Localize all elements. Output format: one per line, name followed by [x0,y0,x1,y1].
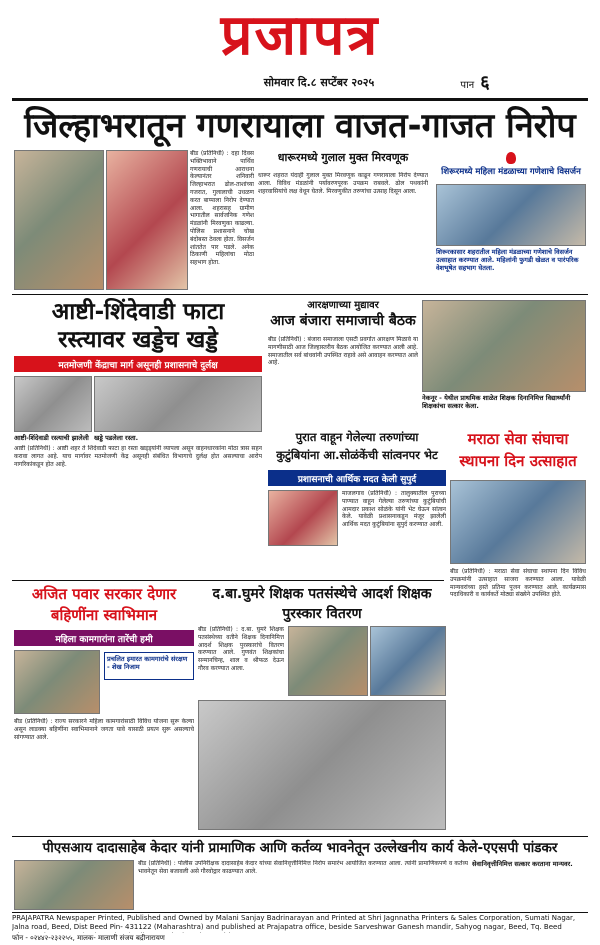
imprint-line: PRAJAPATRA Newspaper Printed, Published and Owned by Malani Sanjay Badrinarayan and Printed at Shri Jagnnatha Printers & Sales Corporation, Sumati Nagar, Jalna road, Beed, Dist Beed Pin- 431122 (Maharashtra) and published at Prajapatra office, beside Sarveshwar Ganesh mandir, Sahyog nagar, Beed, Tq. Beed [12,914,576,931]
story6-kicker: महिला कामगारांना तारेंची हमी [14,630,194,646]
story3-body: बीड (प्रतिनिधी) : बंजारा समाजाला एसटी प्रवर्गात आरक्षण मिळावे या मागणीसाठी आज जिल्हास्तरीय बैठक आयोजित करण्यात आली आहे. समाजातील सर्व बांधवांनी उपस्थित राहावे असे आवाहन करण्यात आले आहे. [268,336,418,367]
story1b-photo [436,184,586,246]
story6-inset: प्रचलित इमारत कामगारांचे संरक्षण - शेख निजाम [104,652,194,680]
story4-body: माजलगाव (प्रतिनिधी) : तालुक्यातील पुराच्या पाण्यात वाहून गेलेल्या तरुणांच्या कुटुंबियांची आमदार प्रकाश सोळंके यांनी भेट घेऊन सांत्वन केले. यावेळी प्रशासनाकडून मंजूर झालेली आर्थिक मदत कुटुंबियांना सुपुर्द करण्यात आली. [342,490,446,529]
story1-subbody: धारूर शहरात यंदाही गुलाल मुक्त मिरवणूक काढून गणरायाला निरोप देण्यात आला. विविध मंडळांनी पर्यावरणपूरक उपक्रम राबवले. ढोल पथकांनी शहरवासियांचे लक्ष वेधून घेतले. मिरवणुकीत तरुणांचा उत्साह दिसून आला. [258,172,428,195]
story4-kicker: प्रशासनाची आर्थिक मदत केली सुपुर्द [268,470,446,486]
story1b-headline: शिरूरमध्ये महिला मंडळाच्या गणेशाचे विसर्जन [441,167,581,177]
story7-headline: द.बा.घुमरे शिक्षक पतसंस्थेचे आदर्श शिक्षक पुरस्कार वितरण [212,586,432,622]
story2-body: आष्टी (प्रतिनिधी) : आष्टी शहर ते शिंदेवाडी फाटा हा रस्ता खड्ड्यांनी व्यापला असून वाहनधारकांना मोठा त्रास सहन करावा लागत आहे. याच मार्गावर मतमोजणी केंद्र असूनही संबंधित विभागाचे दुर्लक्ष होत असल्याचा आरोप नागरिकांकडून होत आहे. [14,445,262,468]
story6-photo [14,650,100,714]
masthead [0,0,600,100]
rule-1 [12,294,588,295]
story1-headline: जिल्हाभरातून गणरायाला वाजत-गाजत निरोप [24,106,576,146]
story5-photo [450,480,586,564]
story2-caption-left: आष्टी-शिंदेवाडी रस्त्याची झालेली [14,434,89,442]
newspaper-title: प्रजापत्र [220,3,380,68]
story1b-caption: शिरूरकासार शहरातील महिला मंडळाच्या गणेशाचे विसर्जन उत्साहात करण्यात आले. महिलांनी फुगडी खेळत व पारंपरिक वेशभूषेत सहभाग घेतला. [436,248,579,272]
story3-headline: आज बंजारा समाजाची बैठक [270,313,416,329]
dateline: सोमवार दि.८ सप्टेंबर २०२५ [263,76,375,89]
story1-body: बीड (प्रतिनिधी) : दहा दिवस भक्तिभावाने पार्थिव गणरायाची आराधना केल्यानंतर शनिवारी जिल्हाभरात ढोल-ताशांच्या गजरात, गुलालाची उधळण करत बाप्पाला निरोप देण्यात आला. शहरासह ग्रामीण भागातील सार्वजनिक गणेश मंडळांनी मिरवणुका काढल्या. पोलिस प्रशासनाने चोख बंदोबस्त ठेवला होता. विसर्जन शांततेत पार पडले. अनेक ठिकाणी महिलांचा मोठा सहभाग होता. [190,150,254,267]
masthead-rule [12,98,588,101]
footer-rule [12,912,588,913]
rule-3 [12,836,588,837]
story1-photo-right [106,150,188,290]
story3-kicker: आरक्षणाच्या मुद्यावर [307,300,379,311]
flame-logo [436,152,586,164]
story6-headline-line1: अजित पवार सरकार देणार [31,585,177,603]
story8-body: बीड (प्रतिनिधी) : पोलीस उपनिरीक्षक दादासाहेब केदार यांच्या सेवानिवृत्तीनिमित्त निरोप समारंभ आयोजित करण्यात आला. त्यांनी प्रामाणिकपणे व कर्तव्य भावनेतून सेवा बजावली असे गौरवोद्गार काढण्यात आले. [138,860,468,875]
story7-photo-2 [370,626,446,696]
story2-kicker: मतमोजणी केंद्राचा मार्ग असूनही प्रशासनाचे दुर्लक्ष [14,356,262,372]
story2-headline-line1: आष्टी-शिंदेवाडी फाटा [51,299,225,325]
story7-photo-3 [198,700,446,830]
story2-photo-right [94,376,262,432]
story6-headline [14,584,194,628]
story5-headline [450,428,586,476]
story8-photo [14,860,134,910]
story4-headline-line1: पुरात वाहून गेलेल्या तरुणांच्या [295,430,419,444]
story1-subhead: धारूरमध्ये गुलाल मुक्त मिरवणूक [277,151,409,164]
story4-photo [268,490,338,546]
story3-caption: नेकनूर - येथील प्राथमिक शाळेत शिक्षक दिनानिमित्त विद्यार्थ्यांनी शिक्षकांचा सत्कार केला. [422,394,571,410]
story7-body: बीड (प्रतिनिधी) : द.बा. घुमरे शिक्षक पतसंस्थेच्या वतीने शिक्षक दिनानिमित्त आदर्श शिक्षक पुरस्कारांचे वितरण करण्यात आले. गुणवंत शिक्षकांचा सन्मानचिन्ह, शाल व श्रीफळ देऊन गौरव करण्यात आला. [198,626,284,672]
story3-photo [422,300,586,392]
story2-headline-line2: रस्त्यावर खड्डेच खड्डे [58,327,218,353]
page-label: पान [460,80,475,91]
story8-headline: पीएसआय दादासाहेब केदार यांनी प्रामाणिक आणि कर्तव्य भावनेतून उल्लेखनीय कार्य केले-एएसपी पांडकर [42,840,558,856]
story8-caption: सेवानिवृत्तीनिमित्त सत्कार करताना मान्यवर. [472,860,573,868]
page-number: ६ [480,72,490,93]
rule-2 [12,580,444,581]
story5-headline-line2: स्थापना दिन उत्साहात [459,452,577,470]
story2-headline [14,298,262,354]
story2-photo-left [14,376,92,432]
story7-photo-1 [288,626,368,696]
story6-body: बीड (प्रतिनिधी) : राज्य सरकारने महिला कामगारांसाठी विविध योजना सुरू केल्या असून लाडक्या बहिणींना स्वाभिमानाने जगता यावे यासाठी प्रयत्न सुरू असल्याचे सांगण्यात आले. [14,718,194,741]
imprint-contact: फोन - ०२४४२-२३२२५५, मालक- मालाणी संजय बद्रीनारायण [12,934,165,942]
story4-headline-line2: कुटुंबियांना आ.सोळंकेंची सांत्वनपर भेट [276,448,438,462]
page-number-box [440,72,510,94]
story5-body: बीड (प्रतिनिधी) : मराठा सेवा संघाचा स्थापना दिन विविध उपक्रमांनी उत्साहात साजरा करण्यात आला. यावेळी मान्यवरांच्या हस्ते प्रतिमा पूजन करण्यात आले. कार्यक्रमास पदाधिकारी व कार्यकर्ते मोठ्या संख्येने उपस्थित होते. [450,568,586,599]
story6-headline-line2: बहिणींना स्वाभिमान [50,606,158,624]
story1-photo-left [14,150,104,290]
story5-headline-line1: मराठा सेवा संघाचा [467,430,569,448]
story4-headline [268,428,446,468]
story2-caption-right: खड्डे पडलेला रस्ता. [94,434,139,442]
